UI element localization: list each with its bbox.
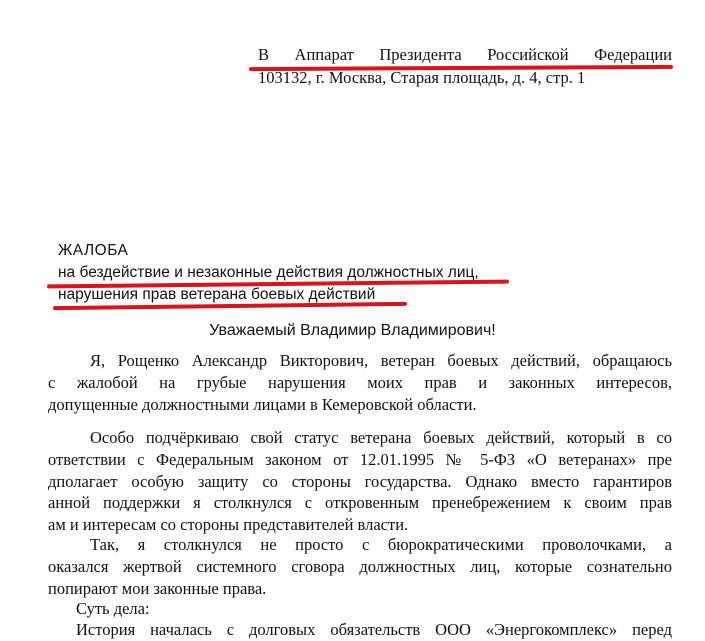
paragraph-3-line-1: Так, я столкнулся не просто с бюрократическими проволочками, а bbox=[90, 535, 672, 554]
paragraph-2-line-5: ам и интересам со стороны представителей власти. bbox=[48, 515, 409, 535]
paragraph-3 bbox=[48, 534, 672, 599]
document-title: ЖАЛОБА bbox=[58, 242, 129, 259]
section-heading-facts: Суть дела: bbox=[76, 599, 150, 618]
paragraph-5-line-1: История началась с долговых обязательств ООО «Энергокомплекс» перед bbox=[76, 620, 672, 639]
document-subtitle-line-2: нарушения прав ветерана боевых действий bbox=[58, 286, 376, 303]
paragraph-1-line-1: Я, Рощенко Александр Викторович, ветеран боевых действий, обращаюсь bbox=[90, 351, 672, 370]
paragraph-1-line-2: с жалобой на грубые нарушения моих прав и законных интересов, bbox=[48, 372, 672, 392]
document-subtitle-line-1: на бездействие и незаконные действия должностных лиц, bbox=[58, 264, 479, 281]
paragraph-3-line-2: оказался жертвой системного сговора должностных лиц, которые сознательно bbox=[48, 556, 672, 576]
paragraph-2-line-2: ответствии с Федеральным законом от 12.01.1995 № 5-ФЗ «О ветеранах» пре bbox=[48, 449, 672, 469]
paragraph-2-line-1: Особо подчёркиваю свой статус ветерана боевых действий, который в со bbox=[90, 428, 672, 447]
paragraph-4 bbox=[48, 598, 672, 620]
paragraph-2-line-3: дполагает особую защиту со стороны государства. Однако вместо гарантиров bbox=[48, 471, 672, 491]
paragraph-3-line-3: попирают мои законные права. bbox=[48, 578, 267, 598]
paragraph-1 bbox=[48, 350, 672, 415]
greeting: Уважаемый Владимир Владимирович! bbox=[209, 322, 496, 339]
paragraph-2 bbox=[48, 427, 672, 536]
recipient-address-line-1: В Аппарат Президента Российской Федерации bbox=[258, 45, 672, 64]
paragraph-5-partial bbox=[48, 619, 672, 641]
recipient-address-line-2: 103132, г. Москва, Старая площадь, д. 4, стр. 1 bbox=[258, 68, 586, 87]
paragraph-2-line-4: анной поддержки я столкнулся с откровенным пренебрежением к своим прав bbox=[48, 493, 672, 513]
paragraph-1-line-3: допущенные должностными лицами в Кемеровской области. bbox=[48, 394, 477, 414]
